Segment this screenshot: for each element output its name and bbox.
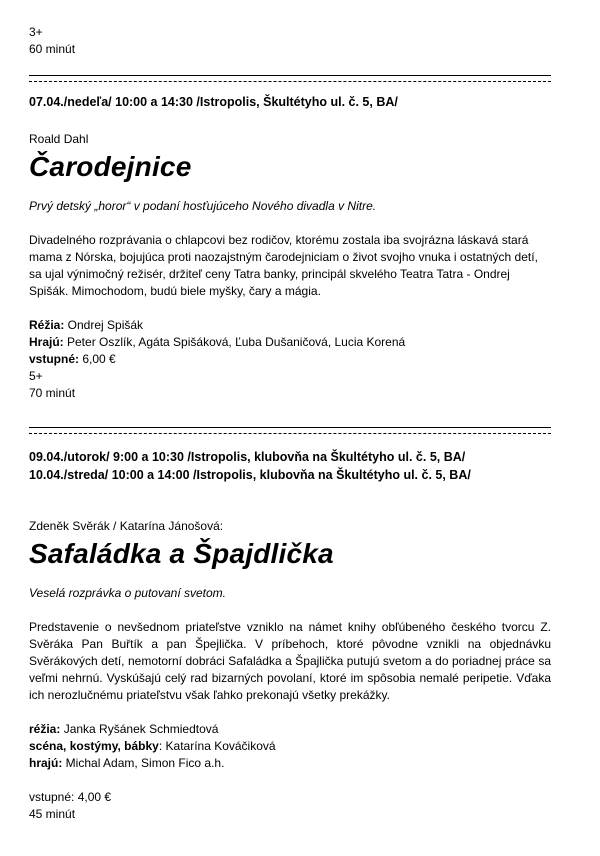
credit-label: vstupné: [29,352,80,366]
credit-label: Réžia: [29,318,65,332]
credit-director [29,721,551,738]
credit-label: scéna, kostýmy, bábky [29,739,159,753]
credit-value: : Katarína Kováčiková [158,739,276,753]
credit-value: 6,00 € [79,352,116,366]
separator-solid-line [29,427,551,428]
separator [29,427,551,434]
duration: 60 minút [29,42,76,56]
event-author: Roald Dahl [29,132,89,146]
credit-cast [29,334,551,351]
event-1 [29,93,551,402]
separator-solid-line [29,75,551,76]
event-datetime: 09.04./utorok/ 9:00 a 10:30 /Istropolis, klubovňa na Škultétyho ul. č. 5, BA/ [29,450,466,464]
event-description: Divadelného rozprávania o chlapcovi bez rodičov, ktorému zostala iba svojrázna láskavá stará mama z Nórska, bojujúca proti naozajstným čarodejniciam o život svojho vnuka i ostatných detí, sa ujal výnimočný režisér, držiteľ ceny Tatra banky, principál skvelého Teatra Tatra - Ondrej Spišák. Mimochodom, budú biele myšky, čary a mágia. [29,233,538,298]
age-rating: 5+ [29,369,43,383]
credit-price [29,351,551,368]
credit-value: Janka Ryšánek Schmiedtová [60,722,219,736]
event-author: Zdeněk Svěrák / Katarína Jánošová: [29,519,224,533]
separator [29,75,551,82]
credit-design [29,738,551,755]
credit-value: Michal Adam, Simon Fico a.h. [62,756,225,770]
event-tagline: Veselá rozprávka o putovaní svetom. [29,586,226,600]
credit-value: Ondrej Spišák [64,318,144,332]
credit-label: hrajú: [29,756,63,770]
credit-director [29,317,551,334]
separator-dashed-line [29,81,551,82]
credit-value: Peter Oszlík, Agáta Spišáková, Ľuba Dušaničová, Lucia Korená [63,335,406,349]
event-tagline: Prvý detský „horor“ v podaní hosťujúceho Nového divadla v Nitre. [29,199,377,213]
event-datetime: 07.04./nedeľa/ 10:00 a 14:30 /Istropolis, Škultétyho ul. č. 5, BA/ [29,95,398,109]
duration: 45 minút [29,807,76,821]
event-description: Predstavenie o nevšednom priateľstve vzniklo na námet knihy obľúbeného českého tvorcu Z. Svěráka Pan Buřtík a pan Špejlička. V príbehoch, ktoré pôvodne vznikli na objednávku Svěrákových detí, nemotorní dobráci Safaládka a Špajlička putujú svetom a do poriadnej práce sa veľmi nehrnú. Vyskúšajú celý rad bizarných povolaní, ktoré im spôsobia nemalé peripetie. Vďaka ich nerozlučnému priateľstvu však ľahko prekonajú všetky prekážky. [29,620,551,702]
duration: 70 minút [29,386,76,400]
previous-event-tail [29,24,551,58]
event-2 [29,448,551,823]
event-credits [29,317,551,402]
credit-label: réžia: [29,722,61,736]
event-title: Safaládka a Špajdlička [29,538,334,569]
price: vstupné: 4,00 € [29,790,112,804]
credit-cast [29,755,551,772]
separator-dashed-line [29,433,551,434]
credit-label: Hrajú: [29,335,64,349]
event-credits [29,721,551,823]
age-rating: 3+ [29,25,43,39]
event-title: Čarodejnice [29,151,192,182]
event-datetime: 10.04./streda/ 10:00 a 14:00 /Istropolis, klubovňa na Škultétyho ul. č. 5, BA/ [29,468,471,482]
